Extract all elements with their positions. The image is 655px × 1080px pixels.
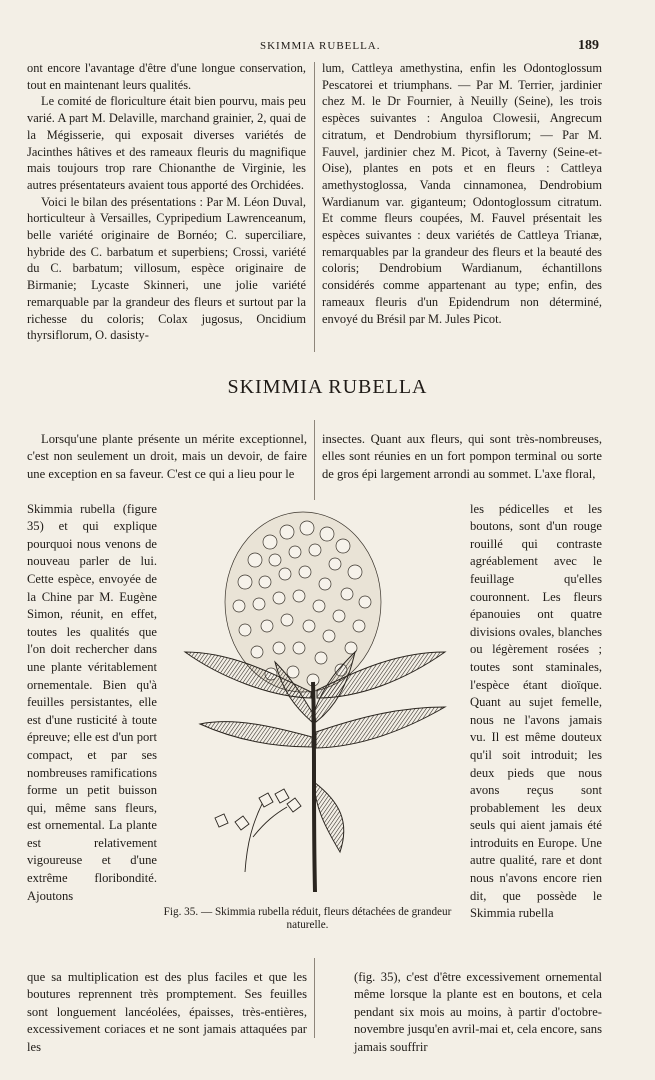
- column-divider: [314, 420, 315, 500]
- paragraph: (fig. 35), c'est d'être excessivement ornemental même lorsque la plante est en boutons, et cela pendant six mois au moins, à partir d'octobre-novembre jusqu'en avril-mai et, cela encore, sans jamais souffrir: [354, 969, 602, 1054]
- paragraph: lum, Cattleya amethystina, enfin les Odontoglossum Pescatorei et triumphans. — Par M. Terrier, jardinier chez M. le Dr Fournier, à Neuilly (Seine), les trois espèces suivantes : Anguloa Clowesii, Angrecum citratum, et Dendrobium thyrsiflorum; — Par M. Fauvel, jardinier chez M. Picot, à Taverny (Seine-et-Oise), plantes en pots et en fleurs : Cattleya amethystoglossa, Vanda cinnamonea, Dendrobium Wardianum var. giganteum; Odontoglossum citratum. Et comme fleurs coupées, M. Fauvel présentait les espèces suivantes : deux variétés de Cattleya Trianæ, remarquables par la grandeur des fleurs et la beauté des coloris; Dendrobium Wardianum, échantillons considérés comme appartenant au type; enfin, des rameaux fleuris d'un Epidendrum non déterminé, envoyé du Brésil par M. Jules Picot.: [322, 61, 602, 326]
- body-right-top: [322, 418, 602, 496]
- article-title: SKIMMIA RUBELLA: [227, 376, 428, 398]
- top-right-column: [322, 60, 602, 327]
- paragraph: ont encore l'avantage d'être d'une longue conservation, tout en maintenant leurs qualités.: [27, 61, 306, 92]
- column-divider: [314, 62, 315, 352]
- paragraph: Le comité de floriculture était bien pourvu, mais peu varié. A part M. Delaville, marchand grainier, 2, quai de la Mégisserie, qui exposait diverses variétés de Jacinthes hâtives et des rameaux fleuris du magnifique mais toujours trop rare Chionanthe de Virginie, les autres présentateurs avaient tous apporté des Orchidées.: [27, 94, 306, 192]
- body-left-top: [27, 418, 307, 496]
- column-divider: [314, 958, 315, 1038]
- figure-caption: Fig. 35. — Skimmia rubella réduit, fleurs détachées de grandeur naturelle.: [163, 906, 452, 931]
- paragraph: Voici le bilan des présentations : Par M. Léon Duval, horticulteur à Versailles, Cypripedium Lawrenceanum, belle variété originaire de Bornéo; C. superciliare, hybride des C. barbatum et superbiens; Crossi, variété du C. barbatum; villosum, espèce originaire de Birmanie; Lycaste Skinneri, une jolie variété remarquable par la grandeur des fleurs et surtout par la richesse du coloris; Colax jugosus, Oncidium thyrsiflorum, O. dasisty-: [27, 194, 306, 343]
- body-right-bottom: [354, 956, 602, 1069]
- paragraph: que sa multiplication est des plus faciles et que les boutures reprennent très promptement. Ses feuilles sont longuement lancéolées, épaisses, très-entières, excessivement coriaces et ne sont jamais attaquées par les: [27, 969, 307, 1054]
- body-left-narrow: [27, 488, 157, 918]
- paragraph: Lorsqu'une plante présente un mérite exceptionnel, c'est non seulement un droit, mais un devoir, de faire une exception en sa faveur. C'est ce qui a lieu pour le: [27, 431, 307, 481]
- page-number: 189: [578, 38, 599, 53]
- body-right-narrow: [470, 488, 602, 935]
- plant-illustration: [175, 502, 455, 902]
- running-title: SKIMMIA RUBELLA.: [260, 40, 381, 52]
- paragraph: insectes. Quant aux fleurs, qui sont très-nombreuses, elles sont réunies en un fort pompon terminal ou sorte de gros épi largement arrondi au sommet. L'axe floral,: [322, 431, 602, 481]
- body-left-bottom: [27, 956, 307, 1069]
- top-left-column: [27, 60, 306, 344]
- paragraph: les pédicelles et les boutons, sont d'un rouge rouillé qui contraste agréablement avec le feuillage qu'elles couronnent. Les fleurs épanouies ont quatre divisions ovales, blanches ou légèrement rosées ; toutes sont staminales, l'espèce étant dioïque. Quant au sujet femelle, nous ne l'avons jamais vu. Il est même douteux qu'il soit introduit; les deux pieds que nous avons reçus sont probablement les deux seuls qui aient jamais été introduits en Europe. Une autre qualité, rare et dont nous n'avons encore rien dit, que possède le Skimmia rubella: [470, 501, 602, 921]
- running-header: [0, 38, 655, 54]
- paragraph: Skimmia rubella (figure 35) et qui explique pourquoi nous venons de nouveau parler de lui. Cette espèce, envoyée de la Chine par M. Eugène Simon, réunit, en effet, toutes les qualités que l'on doit rechercher dans une plante véritablement ornementale. Bien qu'à feuilles persistantes, elle est d'une rusticité à toute épreuve; elle est d'un port compact, et par ses nombreuses ramifications forme un petit buisson qui, même sans fleurs, est ornemental. La plante est relativement vigoureuse et d'une extrême floribondité. Ajoutons: [27, 501, 157, 903]
